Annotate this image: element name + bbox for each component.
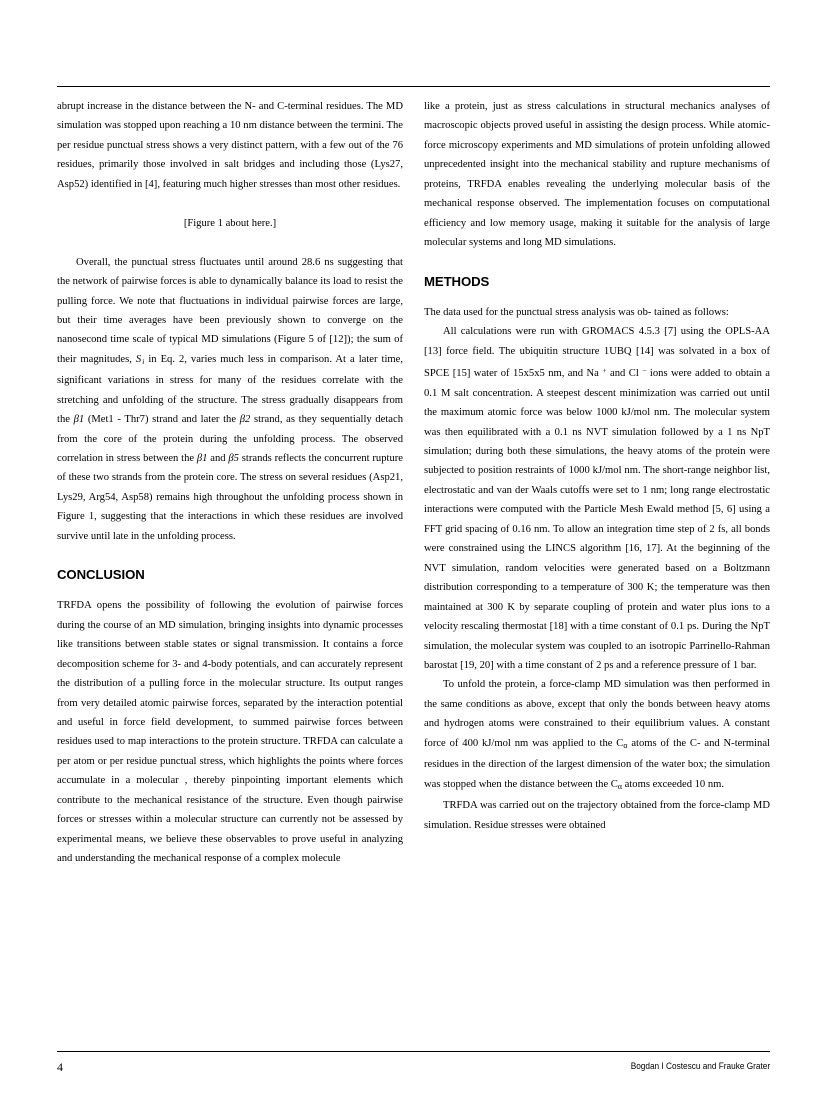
figure-placeholder-note bbox=[57, 214, 403, 233]
footer-rule bbox=[57, 1051, 770, 1052]
paragraph-continuation bbox=[424, 97, 770, 253]
paragraph-conclusion bbox=[57, 596, 403, 868]
ion-charge-minus: − bbox=[642, 365, 647, 375]
section-heading-conclusion: CONCLUSION bbox=[57, 567, 145, 583]
paragraph-methods-unfolding bbox=[424, 675, 770, 796]
page-footer bbox=[57, 1058, 770, 1078]
paragraph-text: strand, as they sequentially detach from the core of the protein during the unfolding process. The observed correlation in stress between the bbox=[57, 414, 404, 465]
paragraph-methods-intro bbox=[424, 303, 770, 322]
paragraph-punctual-stress bbox=[57, 253, 403, 547]
paragraph-text: The data used for the punctual stress analysis was ob- tained as follows: bbox=[424, 306, 729, 318]
paragraph-continuation bbox=[57, 97, 403, 194]
paragraph-text: in Eq. 2, varies much less in comparison. At a later time, significant variations in stress for many of the residues correlate with the stretching and unfolding of the structure. The stress gradually disappears from the bbox=[57, 353, 403, 426]
paragraph-methods-trfda bbox=[424, 796, 770, 835]
right-column bbox=[424, 97, 770, 835]
math-symbol-beta2: β2 bbox=[239, 414, 251, 426]
paragraph-text: abrupt increase in the distance between the N- and C-terminal residues. The MD simulation was stopped upon reaching a 10 nm distance between the termini. The per residue punctual stress shows a very distinct pattern, with a few out of the 76 residues, primarily those involved in salt bridges and including those (Lys27, Asp52) identified in [4], featuring much higher stresses than most other residues. bbox=[57, 101, 403, 190]
paragraph-text: Overall, the punctual stress fluctuates until around 28.6 ns suggesting that the network of pairwise forces is able to dynamically balance its load to resist the pulling force. We note that fluctuations in individual pairwise forces are large, but their time averages have been previously shown to converge on the nanosecond time scale of typical MD simulations (Figure 5 of [12]); the sum of their magnitudes, bbox=[57, 256, 403, 365]
paragraph-text: (Met1 - Thr7) strand and later the bbox=[84, 414, 240, 426]
header-rule bbox=[57, 86, 770, 87]
paragraph-text: like a protein, just as stress calculations in structural mechanics analyses of macroscopic objects proved useful in assisting the design process. While atomic-force microscopy experiments and MD simulations of protein unfolding allowed unprecedented insight into the mechanical stability and rupture mechanisms of proteins, TRFDA enables revealing the underlying molecular basis of the mechanical response observed. The implementation focuses on computational efficiency and low memory usage, making it suitable for the analysis of large molecular systems and long MD simulations. bbox=[424, 101, 770, 249]
paragraph-gap bbox=[57, 194, 403, 213]
paragraph-text: strands reflects the concurrent rupture of these two strands from the protein core. The stress on several residues (Asp21, Lys29, Arg54, Asp58) remains high throughout the unfolding process shown in Figure 1, suggesting that the interactions in which these residues are involved survive until late in the unfolding process. bbox=[57, 453, 403, 542]
paragraph-text: and bbox=[207, 453, 229, 465]
subscript-alpha: α bbox=[623, 740, 628, 750]
paragraph-text: atoms exceeded 10 nm. bbox=[621, 778, 725, 790]
left-column bbox=[57, 97, 403, 869]
running-head-authors: Bogdan I Costescu and Frauke Grater bbox=[630, 1061, 770, 1072]
page-number: 4 bbox=[57, 1060, 63, 1074]
paragraph-text: and Cl bbox=[606, 368, 643, 380]
math-symbol-s: S bbox=[135, 353, 142, 365]
section-gap-after bbox=[57, 583, 403, 596]
subscript-alpha: α bbox=[617, 781, 622, 791]
section-gap-after bbox=[424, 290, 770, 303]
paragraph-text: All calculations were run with GROMACS 4.5.3 [7] using the OPLS-AA [13] force field. The ubiquitin structure 1UBQ [14] was solvated in a box of SPCE [15] water of 15x5x5 nm, and Na bbox=[424, 326, 770, 380]
math-symbol-beta5: β5 bbox=[228, 453, 239, 465]
math-subscript-i: i bbox=[142, 356, 145, 366]
paragraph-methods-setup bbox=[424, 322, 770, 675]
paragraph-text: ions were added to obtain a 0.1 M salt concentration. A steepest descent minimization was carried out until the maximum atomic force was below 1000 kJ/mol nm. The molecular system was then equilibrated with a 0.1 ns NVT simulation followed by a 1 ns NpT simulation; during both these simulations, the heavy atoms of the protein were subjected to position restraints of 1000 kJ/mol nm. The short-range neighbor list, electrostatic and van der Waals cutoffs were set to 1 nm; long range electrostatic interactions were computed with the Particle Mesh Ewald method [5, 6] using a FFT grid spacing of 0.16 nm. To allow an integration time step of 2 fs, all bonds were constrained using the LINCS algorithm [16, 17]. At the beginning of the NVT simulation, random velocities were generated based on a Boltzmann distribution corresponding to a temperature of 300 K; the temperature was then maintained at 300 K by separate coupling of protein and water plus ions to a velocity rescaling thermostat [18] with a time constant of 0.1 ps. During the NpT simulation, the molecular system was coupled to an isotropic Parrinello-Rahman barostat [19, 20] with a time constant of 2 ps and a reference pressure of 1 bar. bbox=[424, 368, 770, 671]
paragraph-text: TRFDA was carried out on the trajectory obtained from the force-clamp MD simulation. Residue stresses were obtained bbox=[424, 800, 770, 831]
section-heading-methods: METHODS bbox=[424, 273, 490, 289]
math-symbol-beta1: β1 bbox=[196, 453, 208, 465]
paragraph-text: TRFDA opens the possibility of following the evolution of pairwise forces during the course of an MD simulation, bringing insights into dynamic processes like transitions between stable states or signal transmission. It contains a force decomposition scheme for 3- and 4-body potentials, and can accurately represent the distribution of a pulling force in the molecular structure. Its output ranges from very detailed atomic pairwise forces, separated by the interaction potential and useful in force field development, to summed pairwise forces between residues used to map interactions to the protein structure. TRFDA can calculate a per atom or per residue punctual stress, which highlights the points where forces accumulate in a molecular , thereby pinpointing important elements which contribute to the mechanical resistance of the structure. Even though pairwise forces or stresses within a molecular structure can currently not be assessed by experimental means, we believe these observables to prove useful in analyzing and understanding the mechanical response of a complex molecule bbox=[57, 600, 403, 865]
section-gap-before bbox=[57, 546, 403, 567]
paragraph-gap bbox=[57, 233, 403, 252]
figure-placeholder-text: [Figure 1 about here.] bbox=[183, 217, 277, 229]
paragraph-text: atoms of the C- and N-terminal residues in the direction of the largest dimension of the water box; the simulation was stopped when the distance between the C bbox=[424, 737, 770, 790]
paragraph-text: To unfold the protein, a force-clamp MD simulation was then performed in the same conditions as above, except that only the bonds between heavy atoms and hydrogen atoms were constrained to their equilibrium values. A constant force of 400 kJ/mol nm was applied to the C bbox=[424, 679, 770, 749]
math-symbol-beta1: β1 bbox=[73, 414, 85, 426]
section-gap-before bbox=[424, 253, 770, 274]
ion-charge-plus: + bbox=[602, 365, 607, 375]
